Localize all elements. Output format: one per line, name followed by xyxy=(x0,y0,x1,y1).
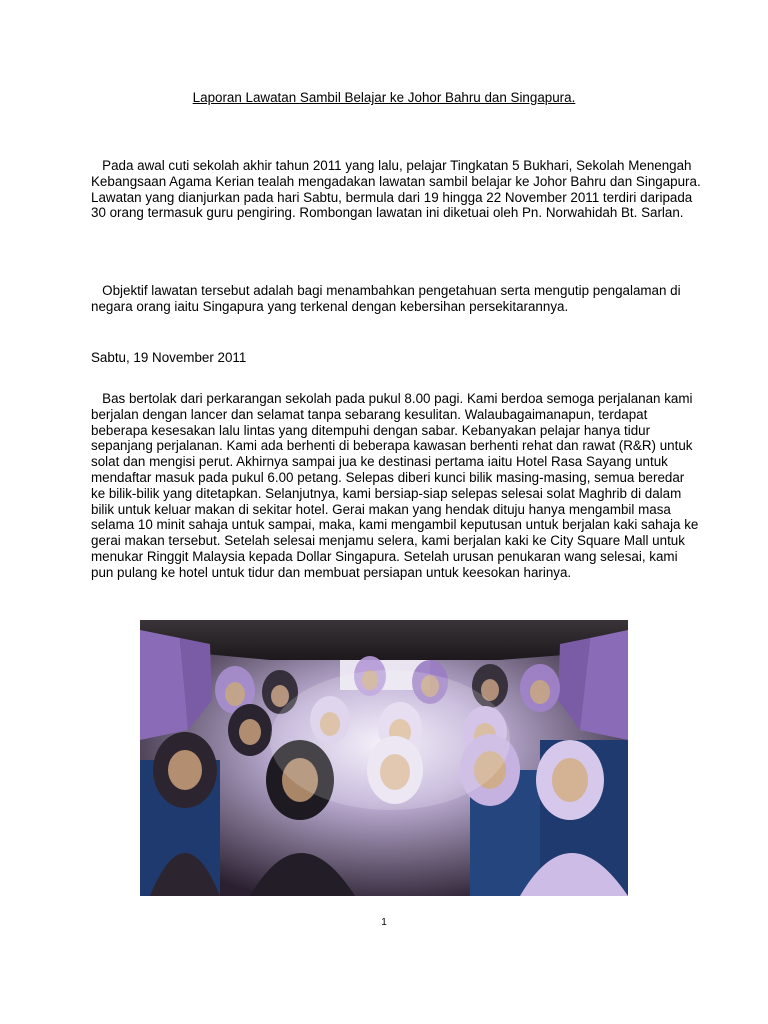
intro-paragraph xyxy=(91,158,701,221)
day1-paragraph xyxy=(91,391,701,581)
intro-text: Pada awal cuti sekolah akhir tahun 2011 yang lalu, pelajar Tingkatan 5 Bukhari, Sekolah Menengah Kebangsaan Agama Kerian tealah mengadakan lawatan sambil belajar ke Johor Bahru dan Singapura. Lawatan yang dianjurkan pada hari Sabtu, bermula dari 19 hingga 22 November 2011 terdiri daripada 30 orang termasuk guru pengiring. Rombongan lawatan ini diketuai oleh Pn. Norwahidah Bt. Sarlan. xyxy=(91,158,701,221)
group-photo-illustration xyxy=(140,620,628,896)
objective-paragraph xyxy=(91,283,701,315)
group-photo-bus xyxy=(140,620,628,896)
page-number: 1 xyxy=(381,917,387,928)
day1-text: Bas bertolak dari perkarangan sekolah pada pukul 8.00 pagi. Kami berdoa semoga perjalanan kami berjalan dengan lancer dan selamat tanpa sebarang kesulitan. Walaubagaimanapun, terdapat beberapa kesesakan lalu lintas yang ditempuhi dengan sabar. Kebanyakan pelajar hanya tidur sepanjang perjalanan. Kami ada berhenti di beberapa kawasan berhenti rehat dan rawat (R&R) untuk solat dan mengisi perut. Akhirnya sampai jua ke destinasi pertama iaitu Hotel Rasa Sayang untuk mendaftar masuk pada pukul 6.00 petang. Selepas diberi kunci bilik masing-masing, semua beredar ke bilik-bilik yang ditetapkan. Selanjutnya, kami bersiap-siap selepas selesai solat Maghrib di dalam bilik untuk keluar makan di sekitar hotel. Gerai makan yang hendak dituju hanya mengambil masa selama 10 minit sahaja untuk sampai, maka, kami mengambil keputusan untuk berjalan kaki sahaja ke gerai makan tersebut. Setelah selesai menjamu selera, kami berjalan kaki ke City Square Mall untuk menukar Ringgit Malaysia kepada Dollar Singapura. Setelah urusan penukaran wang selesai, kami pun pulang ke hotel untuk tidur dan membuat persiapan untuk keesokan harinya. xyxy=(91,391,699,580)
day1-heading: Sabtu, 19 November 2011 xyxy=(91,350,247,365)
objective-text: Objektif lawatan tersebut adalah bagi menambahkan pengetahuan serta mengutip pengalaman di negara orang iaitu Singapura yang terkenal dengan kebersihan persekitarannya. xyxy=(91,283,681,314)
report-title: Laporan Lawatan Sambil Belajar ke Johor Bahru dan Singapura. xyxy=(192,90,576,105)
